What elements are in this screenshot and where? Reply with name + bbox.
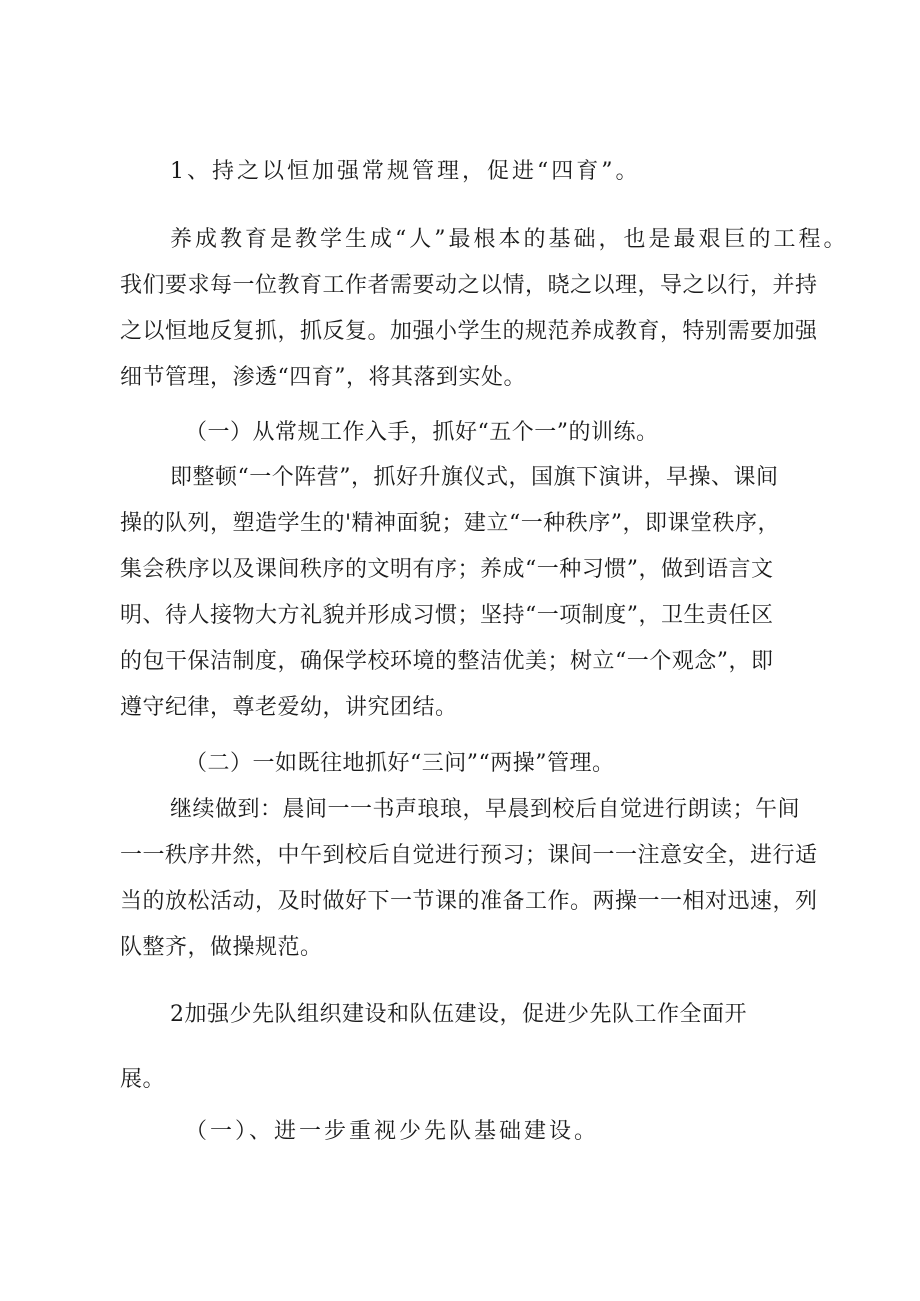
paragraph-3-line-2: 一一秩序井然，中午到校后自觉进行预习；课间一一注意安全，进行适 xyxy=(120,843,818,868)
section-heading-1: 1、持之以恒加强常规管理，促进“四育”。 xyxy=(170,159,641,184)
subsection-heading-2: （二）一如既往地抓好“三问”“两操”管理。 xyxy=(185,751,615,776)
paragraph-3-line-4: 队整齐，做操规范。 xyxy=(120,935,323,960)
subsection-heading-1: （一）从常规工作入手，抓好“五个一”的训练。 xyxy=(185,420,659,445)
section-heading-2-continued: 展。 xyxy=(120,1067,166,1092)
paragraph-2-line-3: 集会秩序以及课间秩序的文明有序；养成“一种习惯”，做到语言文 xyxy=(120,557,774,582)
section-heading-2: 2加强少先队组织建设和队伍建设，促进少先队工作全面开 xyxy=(170,1002,747,1027)
paragraph-3-line-1: 继续做到：晨间一一书声琅琅，早晨到校后自觉进行朗读；午间 xyxy=(170,797,801,822)
paragraph-1-line-1: 养成教育是教学生成“人”最根本的基础，也是最艰巨的工程。 xyxy=(170,227,849,252)
paragraph-1-line-4: 细节管理，渗透“四育”，将其落到实处。 xyxy=(120,365,526,390)
subsection-heading-3: （一）、进一步重视少先队基础建设。 xyxy=(185,1119,600,1144)
paragraph-2-line-1: 即整顿“一个阵营”，抓好升旗仪式，国旗下演讲，早操、课间 xyxy=(170,465,779,490)
paragraph-1-line-3: 之以恒地反复抓，抓反复。加强小学生的规范养成教育，特别需要加强 xyxy=(120,319,818,344)
paragraph-1-line-2: 我们要求每一位教育工作者需要动之以情，晓之以理，导之以行，并持 xyxy=(120,273,818,298)
paragraph-2-line-4: 明、待人接物大方礼貌并形成习惯；坚持“一项制度”，卫生责任区 xyxy=(120,603,774,628)
paragraph-2-line-5: 的包干保洁制度，确保学校环境的整洁优美；树立“一个观念”，即 xyxy=(120,649,774,674)
paragraph-2-line-6: 遵守纪律，尊老爱幼，讲究团结。 xyxy=(120,695,458,720)
paragraph-2-line-2: 操的队列，塑造学生的'精神面貌；建立“一种秩序”，即课堂秩序， xyxy=(120,511,781,536)
paragraph-3-line-3: 当的放松活动，及时做好下一节课的准备工作。两操一一相对迅速，列 xyxy=(120,889,818,914)
